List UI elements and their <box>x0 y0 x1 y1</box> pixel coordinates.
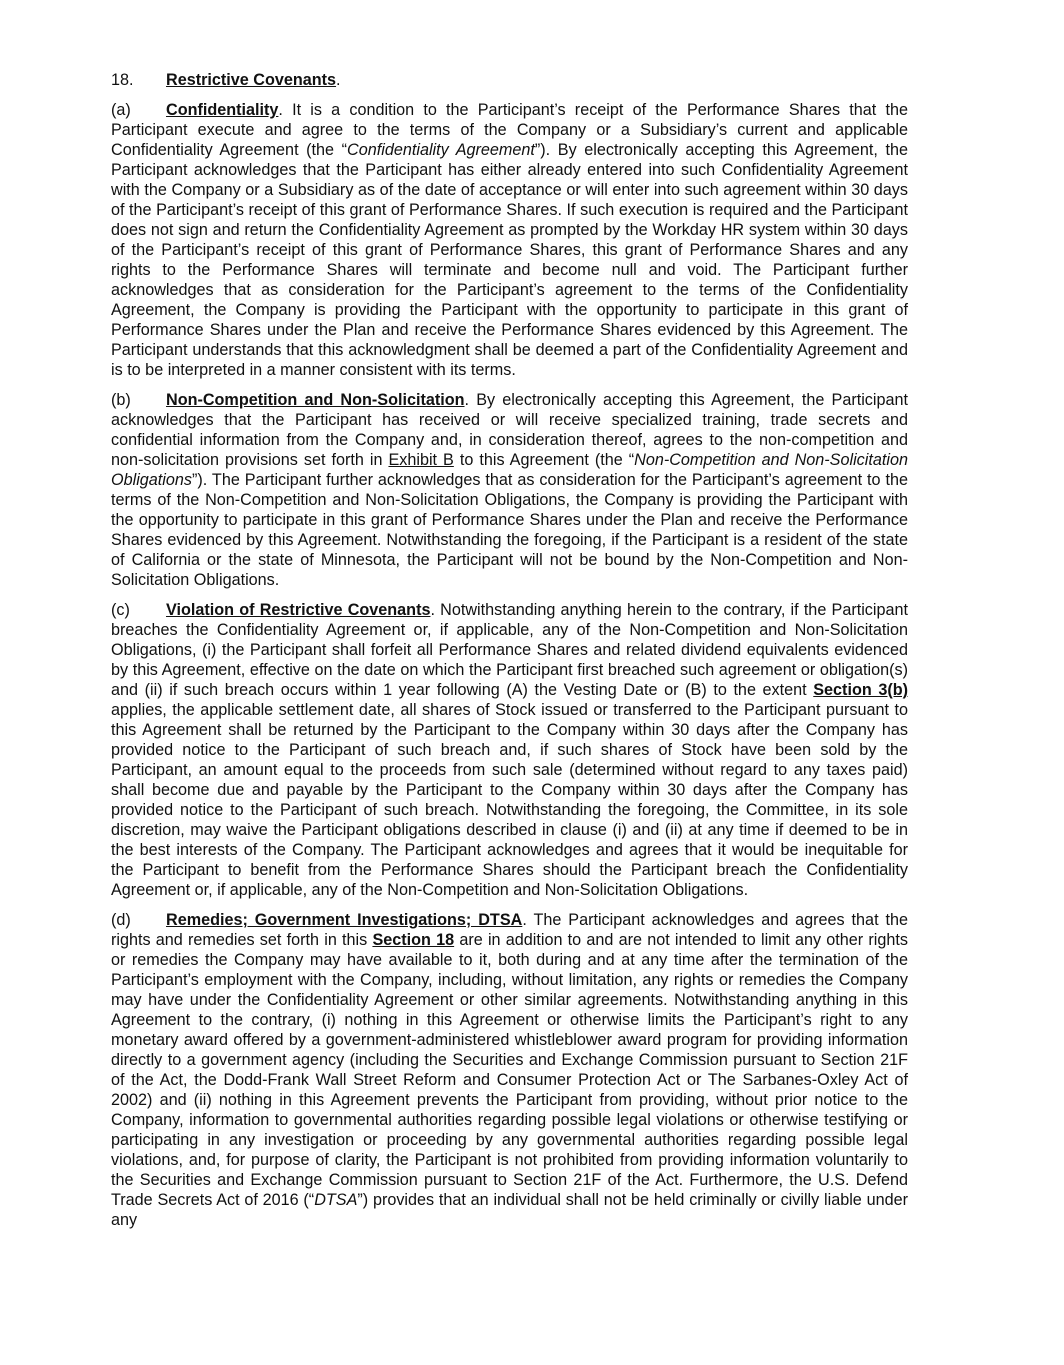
section-reference: Section 18 <box>372 931 455 949</box>
defined-term: Non-Competition and Non-Solicitation Obligations <box>111 451 908 489</box>
paragraph-label: (b) <box>111 391 131 409</box>
section-title-period: . <box>336 71 341 89</box>
paragraph-a-confidentiality: (a) Confidentiality. It is a condition to the Participant’s receipt of the Performance Shares that the Participant execute and agree to the terms of the Company or a Subsidiary’s current and applicable Confidentiality Agreement (the “Confidentiality Agreement”). By electronically accepting this Agreement, the Participant acknowledges that the Participant has either already entered into such Confidentiality Agreement with the Company or a Subsidiary as of the date of acceptance or will enter into such agreement within 30 days of the Participant’s receipt of this grant of Performance Shares. If such execution is required and the Participant does not sign and return the Confidentiality Agreement as prompted by the Workday HR system within 30 days of the Participant’s receipt of this grant of Performance Shares, this grant of Performance Shares and any rights to the Performance Shares will terminate and become null and void. The Participant further acknowledges that as consideration for the Participant’s agreement to the terms of the Confidentiality Agreement, the Company is providing the Participant with the opportunity to participate in this grant of Performance Shares under the Plan and receive the Performance Shares evidenced by this Agreement. The Participant understands that this acknowledgment shall be deemed a part of the Confidentiality Agreement and is to be interpreted in a manner consistent with its terms. <box>111 101 908 379</box>
paragraph-title: Non-Competition and Non-Solicitation <box>166 391 465 409</box>
section-title: Restrictive Covenants <box>166 71 337 89</box>
defined-term: Confidentiality Agreement <box>347 141 535 159</box>
exhibit-reference: Exhibit B <box>388 451 454 469</box>
paragraph-label: (d) <box>111 911 131 929</box>
section-heading <box>111 70 908 90</box>
paragraph-title: Violation of Restrictive Covenants <box>166 601 431 619</box>
paragraph-label: (c) <box>111 601 130 619</box>
paragraph-title: Confidentiality <box>166 101 279 119</box>
paragraph-b-non-competition: (b) Non-Competition and Non-Solicitation. By electronically accepting this Agreement, the Participant acknowledges that the Participant has received or will receive specialized training, trade secrets and confidential information from the Company and, in consideration thereof, agrees to the non-competition and non-solicitation provisions set forth in Exhibit B to this Agreement (the “Non-Competition and Non-Solicitation Obligations”). The Participant further acknowledges that as consideration for the Participant’s agreement to the terms of the Non-Competition and Non-Solicitation Obligations, the Company is providing the Participant with the opportunity to participate in this grant of Performance Shares under the Plan and receive the Performance Shares evidenced by this Agreement. Notwithstanding the foregoing, if the Participant is a resident of the state of California or the state of Minnesota, the Participant will not be bound by the Non-Competition and Non-Solicitation Obligations. <box>111 391 908 589</box>
paragraph-d-remedies: (d) Remedies; Government Investigations; DTSA. The Participant acknowledges and agrees that the rights and remedies set forth in this Section 18 are in addition to and are not intended to limit any other rights or remedies the Company may have available to it, both during and at any time after the termination of the Participant’s employment with the Company, including, without limitation, any rights or remedies the Company may have under the Confidentiality Agreement or other similar agreements. Notwithstanding anything in this Agreement to the contrary, (i) nothing in this Agreement or otherwise limits the Participant’s right to any monetary award offered by a government-administered whistleblower award program for providing information directly to a government agency (including the Securities and Exchange Commission pursuant to Section 21F of the Act, the Dodd-Frank Wall Street Reform and Consumer Protection Act or The Sarbanes-Oxley Act of 2002) and (ii) nothing in this Agreement prevents the Participant from providing, without prior notice to the Company, information to governmental authorities regarding possible legal violations or otherwise testifying or participating in any investigation or proceeding by any governmental authorities regarding possible legal violations, and, for purpose of clarity, the Participant is not prohibited from providing information voluntarily to the Securities and Exchange Commission pursuant to Section 21F of the Act. Furthermore, the U.S. Defend Trade Secrets Act of 2016 (“DTSA”) provides that an individual shall not be held criminally or civilly liable under any <box>111 911 908 1229</box>
defined-term: DTSA <box>314 1191 358 1209</box>
section-number: 18. <box>111 71 134 89</box>
section-reference: Section 3(b) <box>813 681 908 699</box>
paragraph-c-violation: (c) Violation of Restrictive Covenants. Notwithstanding anything herein to the contrary, if the Participant breaches the Confidentiality Agreement or, if applicable, any of the Non-Competition and Non-Solicitation Obligations, (i) the Participant shall forfeit all Performance Shares and related dividend equivalents evidenced by this Agreement, effective on the date on which the Participant first breached such agreement or obligation(s) and (ii) if such breach occurs within 1 year following (A) the Vesting Date or (B) to the extent Section 3(b) applies, the applicable settlement date, all shares of Stock issued or transferred to the Participant pursuant to this Agreement shall be returned by the Participant to the Company within 30 days after the Company has provided notice to the Participant of such breach and, if such shares of Stock have been sold by the Participant, an amount equal to the proceeds from such sale (determined without regard to any taxes paid) shall become due and payable by the Participant to the Company within 30 days after the Company has provided notice to the Participant of such breach. Notwithstanding the foregoing, the Committee, in its sole discretion, may waive the Participant obligations described in clause (i) and (ii) at any time if deemed to be in the best interests of the Company. The Participant acknowledges and agrees that it would be inequitable for the Participant to benefit from the Performance Shares should the Participant breach the Confidentiality Agreement or, if applicable, any of the Non-Competition and Non-Solicitation Obligations. <box>111 601 908 899</box>
paragraph-label: (a) <box>111 101 131 119</box>
paragraph-title: Remedies; Government Investigations; DTSA <box>166 911 523 929</box>
document-page <box>111 70 908 1240</box>
